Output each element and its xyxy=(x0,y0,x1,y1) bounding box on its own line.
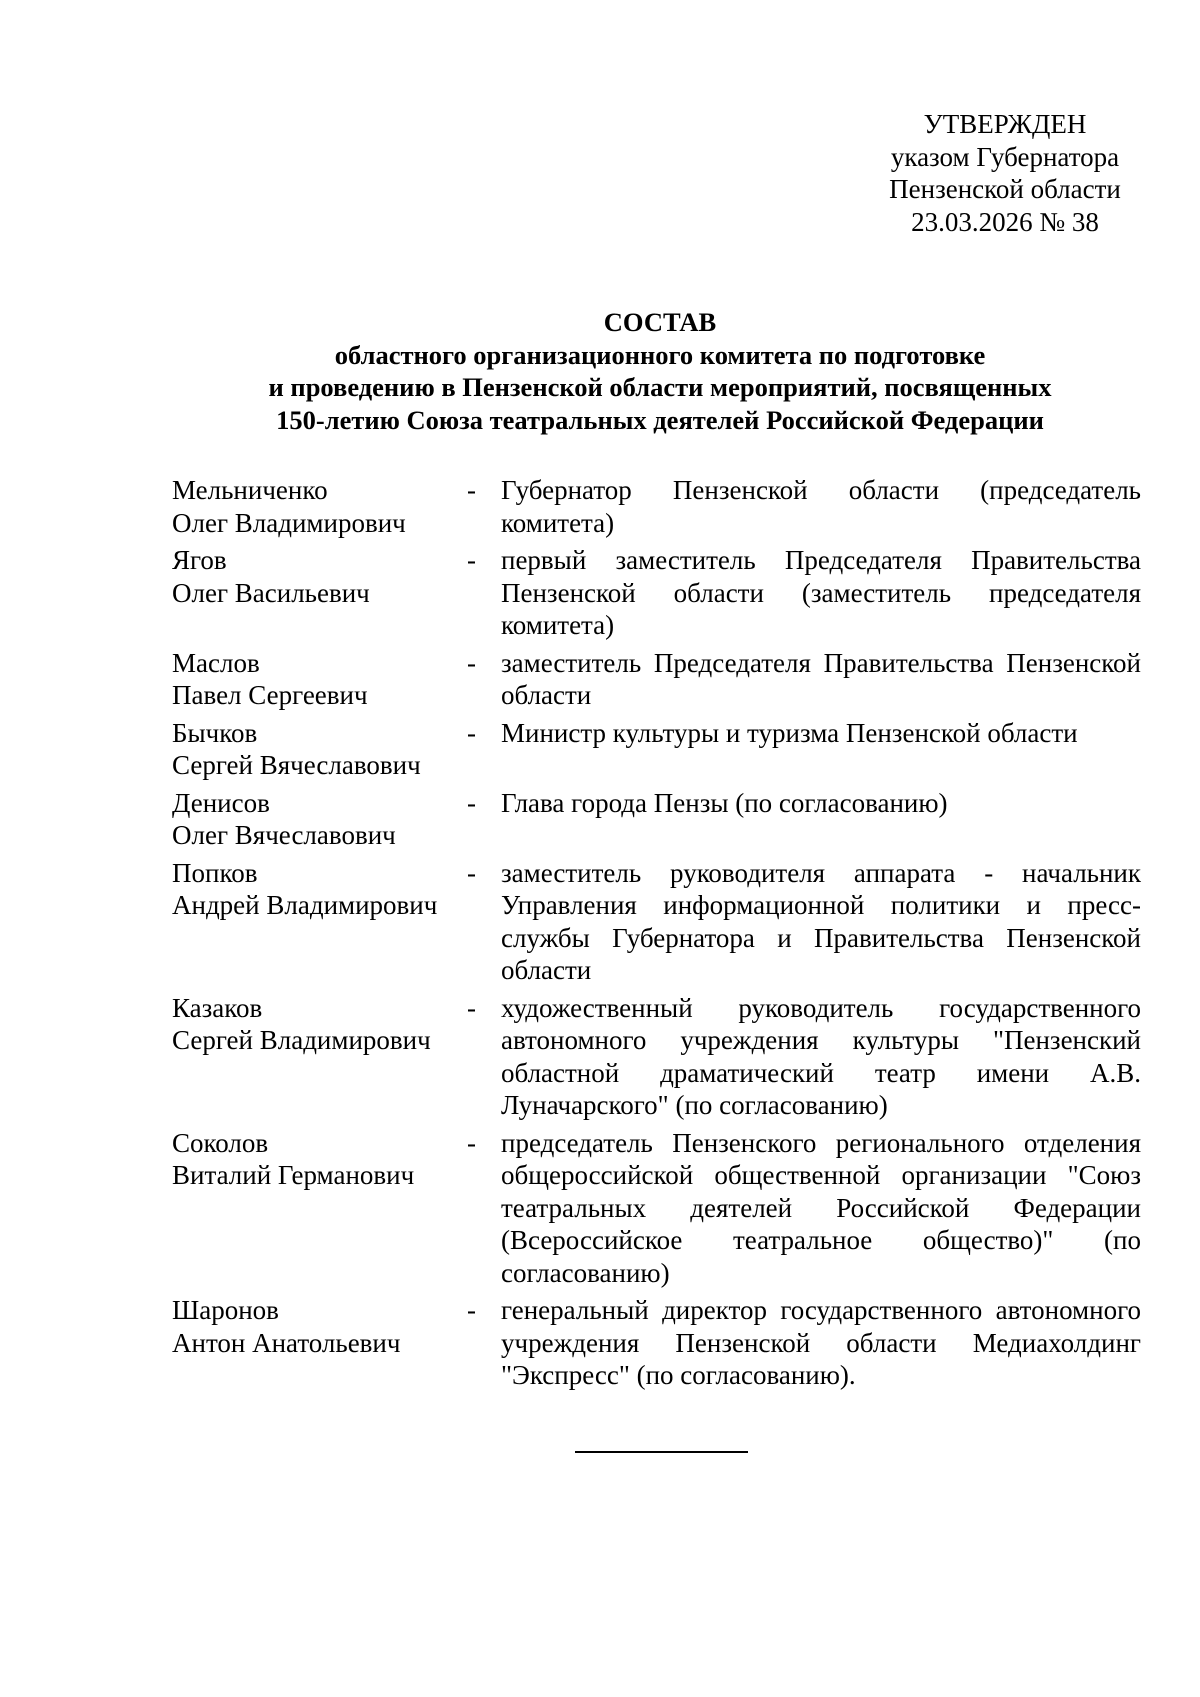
member-dash: - xyxy=(467,787,476,818)
member-role: заместитель руководителя аппарата - начальник Управления информационной политики и пресс-службы Губернатора и Правительства Пензенской области xyxy=(501,857,1141,985)
member-dash: - xyxy=(467,545,476,575)
member-role: Министр культуры и туризма Пензенской области xyxy=(501,717,1078,748)
member-role: первый заместитель Председателя Правительства Пензенской области (заместитель председателя комитета) xyxy=(501,545,1141,640)
title-line: 150-летию Союза театральных деятелей Российской Федерации xyxy=(276,404,1044,435)
member-given-names: Павел Сергеевич xyxy=(172,680,368,710)
member-given-names: Олег Вячеславович xyxy=(172,820,396,850)
member-surname: Бычков xyxy=(172,717,258,748)
approval-date-number: 23.03.2026 № 38 xyxy=(911,206,1099,237)
title-heading: СОСТАВ xyxy=(603,307,717,337)
member-role: Глава города Пензы (по согласованию) xyxy=(501,787,948,818)
member-name xyxy=(172,544,467,642)
member-given-names: Виталий Германович xyxy=(172,1160,415,1190)
member-role: Губернатор Пензенской области (председатель комитета) xyxy=(501,475,1141,538)
member-dash: - xyxy=(467,992,476,1023)
member-name xyxy=(172,787,467,852)
member-dash: - xyxy=(467,647,476,678)
title-line: и проведению в Пензенской области мероприятий, посвященных xyxy=(268,372,1052,402)
member-name xyxy=(172,1127,467,1290)
member-name xyxy=(172,992,467,1122)
member-surname: Соколов xyxy=(172,1127,269,1158)
title-line: областного организационного комитета по подготовке xyxy=(334,339,986,370)
member-row xyxy=(172,717,1152,782)
member-dash: - xyxy=(467,1295,476,1325)
member-surname: Шаронов xyxy=(172,1295,279,1325)
member-row xyxy=(172,647,1152,712)
member-name xyxy=(172,857,467,987)
committee-member-list xyxy=(172,474,1152,1397)
member-dash: - xyxy=(467,1127,476,1158)
member-given-names: Сергей Владимирович xyxy=(172,1025,431,1055)
member-row xyxy=(172,992,1152,1122)
member-row xyxy=(172,787,1152,852)
approval-decree: указом Губернатора xyxy=(890,141,1120,172)
member-given-names: Антон Анатольевич xyxy=(172,1327,401,1358)
member-row xyxy=(172,1294,1152,1392)
closing-divider xyxy=(575,1451,748,1453)
member-given-names: Олег Владимирович xyxy=(172,507,406,538)
member-name xyxy=(172,647,467,712)
member-given-names: Олег Васильевич xyxy=(172,577,370,608)
member-row xyxy=(172,1127,1152,1290)
member-row xyxy=(172,544,1152,642)
member-name xyxy=(172,717,467,782)
member-role: заместитель Председателя Правительства Пензенской области xyxy=(501,647,1141,710)
member-surname: Мельниченко xyxy=(172,475,328,505)
member-surname: Ягов xyxy=(172,545,227,575)
member-given-names: Андрей Владимирович xyxy=(172,890,438,920)
member-dash: - xyxy=(467,475,476,505)
member-surname: Казаков xyxy=(172,992,263,1023)
member-row xyxy=(172,474,1152,539)
member-row xyxy=(172,857,1152,987)
member-name xyxy=(172,1294,467,1392)
member-name xyxy=(172,474,467,539)
member-given-names: Сергей Вячеславович xyxy=(172,750,421,780)
document-title xyxy=(150,306,1170,436)
member-surname: Денисов xyxy=(172,787,270,818)
member-surname: Маслов xyxy=(172,647,260,678)
approval-region: Пензенской области xyxy=(889,174,1121,204)
member-surname: Попков xyxy=(172,857,258,888)
approval-stamp xyxy=(860,108,1150,238)
member-role: председатель Пензенского регионального отделения общероссийской общественной организации "Союз театральных деятелей Российской Федерации (Всероссийское театральное общество)" (по согласованию) xyxy=(501,1127,1141,1288)
member-dash: - xyxy=(467,717,476,748)
member-dash: - xyxy=(467,857,476,888)
member-role: генеральный директор государственного автономного учреждения Пензенской области Медиахолдинг "Экспресс" (по согласованию). xyxy=(501,1295,1141,1390)
approval-heading: УТВЕРЖДЕН xyxy=(923,109,1087,139)
member-role: художественный руководитель государственного автономного учреждения культуры "Пензенский областной драматический театр имени А.В. Луначарского" (по согласованию) xyxy=(501,992,1141,1120)
